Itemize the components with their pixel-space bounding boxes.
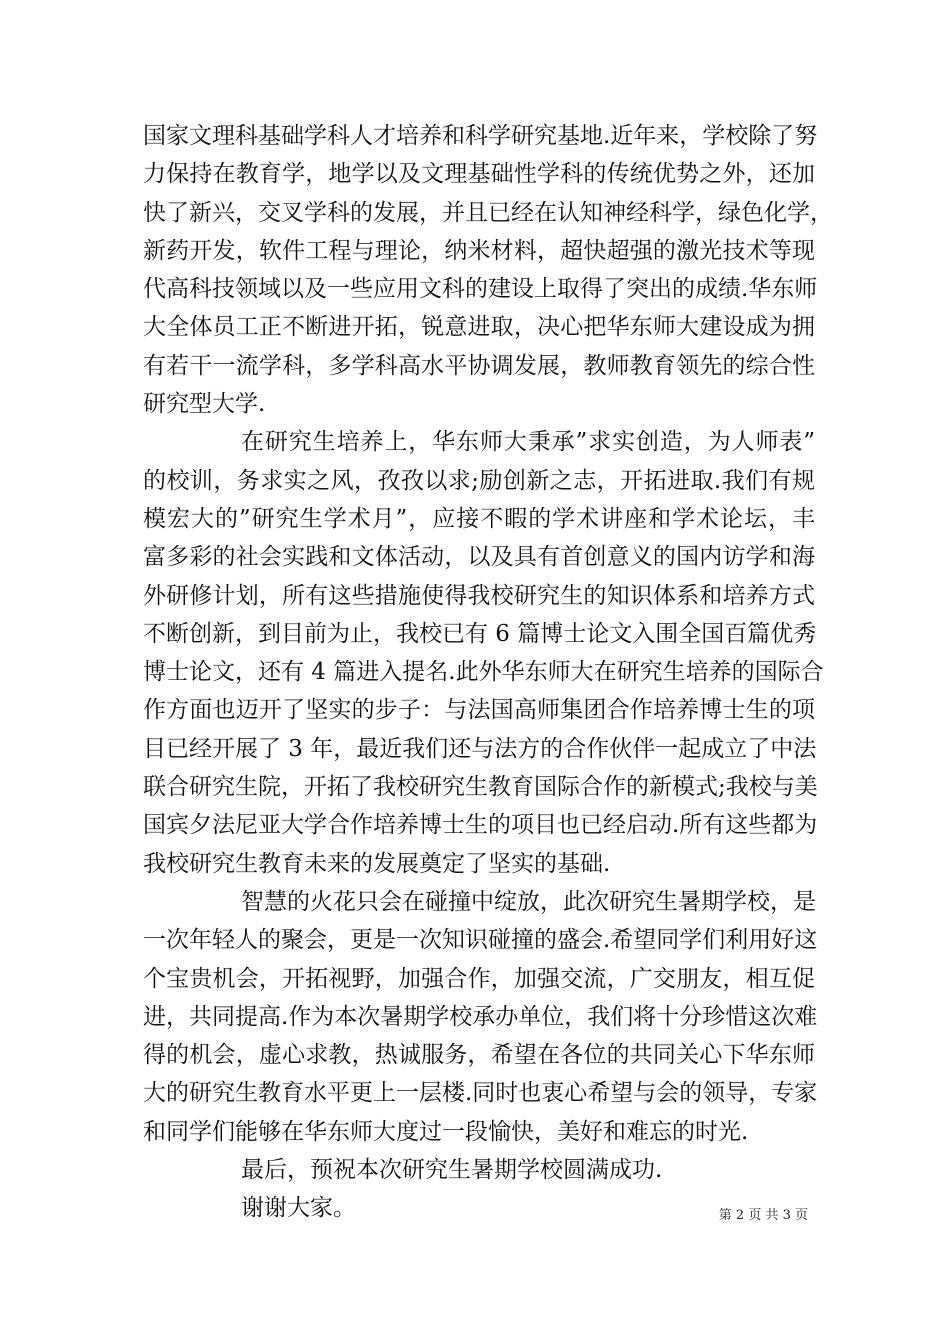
text-line: 大的研究生教育水平更上一层楼.同时也衷心希望与会的领导，专家 (143, 1080, 818, 1107)
text-line: 联合研究生院，开拓了我校研究生教育国际合作的新模式;我校与美 (143, 774, 818, 801)
text-line: 大全体员工正不断进开拓，锐意进取，决心把华东师大建设成为拥 (143, 314, 815, 341)
text-line: 快了新兴，交叉学科的发展，并且已经在认知神经科学，绿色化学， (143, 199, 833, 226)
text-line: 外研修计划，所有这些措施使得我校研究生的知识体系和培养方式 (143, 582, 815, 609)
text-line: 代高科技领域以及一些应用文科的建设上取得了突出的成绩.华东师 (143, 276, 818, 303)
paragraph-first-line: 智慧的火花只会在碰撞中绽放，此次研究生暑期学校，是 (241, 888, 816, 915)
text-line: 目已经开展了 3 年，最近我们还与法方的合作伙伴一起成立了中法 (143, 735, 817, 762)
text-line: 的校训，务求实之风，孜孜以求;励创新之志，开拓进取.我们有规 (143, 467, 815, 494)
text-line: 个宝贵机会，开拓视野，加强合作，加强交流，广交朋友，相互促 (143, 965, 815, 992)
text-line: 得的机会，虚心求教，热诚服务，希望在各位的共同关心下华东师 (143, 1042, 815, 1069)
text-line: 我校研究生教育未来的发展奠定了坚实的基础. (143, 850, 611, 877)
text-line: 一次年轻人的聚会，更是一次知识碰撞的盛会.希望同学们利用好这 (143, 927, 818, 954)
closing-line: 最后，预祝本次研究生暑期学校圆满成功. (241, 1157, 663, 1184)
text-line: 不断创新，到目前为止，我校已有 6 篇博士论文入围全国百篇优秀 (143, 620, 817, 647)
paragraph-first-line: 在研究生培养上，华东师大秉承”求实创造，为人师表” (241, 429, 815, 456)
text-line: 力保持在教育学，地学以及文理基础性学科的传统优势之外，还加 (143, 161, 815, 188)
page-number: 第 2 页 共 3 页 (718, 1208, 808, 1223)
document-body (143, 117, 833, 1228)
text-line: 博士论文，还有 4 篇进入提名.此外华东师大在研究生培养的国际合 (143, 659, 824, 686)
text-line: 有若干一流学科，多学科高水平协调发展，教师教育领先的综合性 (143, 352, 815, 379)
text-line: 富多彩的社会实践和文体活动，以及具有首创意义的国内访学和海 (143, 544, 815, 571)
text-line: 研究型大学. (143, 391, 266, 418)
text-line: 和同学们能够在华东师大度过一段愉快，美好和难忘的时光. (143, 1118, 749, 1145)
text-line: 作方面也迈开了坚实的步子：与法国高师集团合作培养博士生的项 (143, 697, 815, 724)
thanks-line: 谢谢大家。 (241, 1195, 356, 1222)
text-line: 国宾夕法尼亚大学合作培养博士生的项目也已经启动.所有这些都为 (143, 812, 818, 839)
text-line: 进，共同提高.作为本次暑期学校承办单位，我们将十分珍惜这次难 (143, 1003, 818, 1030)
text-line: 新药开发，软件工程与理论，纳米材料，超快超强的激光技术等现 (143, 237, 815, 264)
text-line: 模宏大的”研究生学术月”，应接不暇的学术讲座和学术论坛，丰 (143, 505, 815, 532)
text-line: 国家文理科基础学科人才培养和科学研究基地.近年来，学校除了努 (143, 123, 818, 149)
